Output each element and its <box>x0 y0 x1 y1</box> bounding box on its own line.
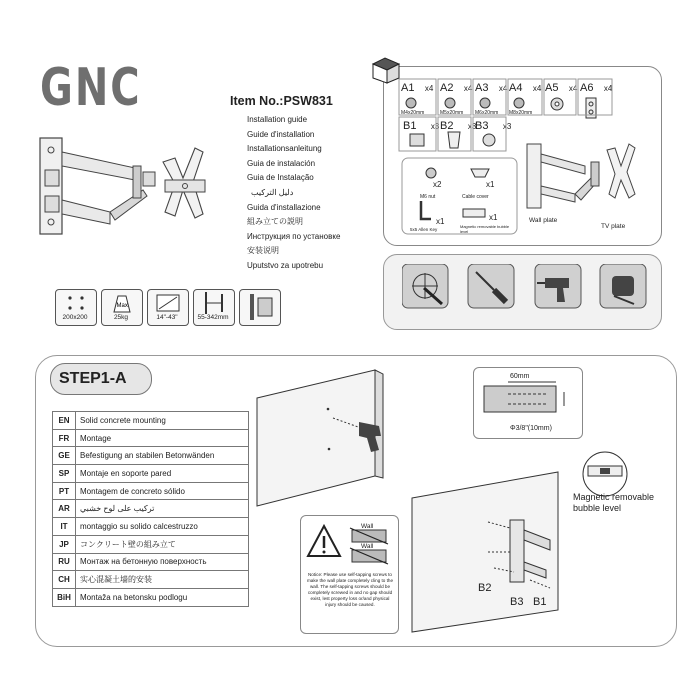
part-qty: x4 <box>603 84 613 93</box>
bubble-level-icon <box>463 209 485 217</box>
lang-text: Montaža na betonsku podlogu <box>76 588 249 606</box>
part-code: A4 <box>509 82 523 94</box>
part-code: B1 <box>403 120 417 132</box>
vesa-label: 200x200 <box>62 314 88 321</box>
part-qty: x3 <box>467 122 477 131</box>
weight-label: 25kg <box>113 314 129 321</box>
step-title-badge <box>50 363 152 395</box>
wall-distance-label: 55-342mm <box>197 314 229 321</box>
part-size: M8x20mm <box>509 110 533 116</box>
step-title: STEP1-A <box>59 370 127 387</box>
allen-key-label: 5x5 Allen Key <box>410 227 438 232</box>
drill-size-label: Φ3/8"(10mm) <box>510 425 552 432</box>
guide-title: Guia de instalación <box>247 158 316 168</box>
lang-text: Montaje en soporte pared <box>76 465 249 483</box>
part-qty: x4 <box>424 84 434 93</box>
part-b1-label: B1 <box>533 596 547 608</box>
part-b2-label: B2 <box>478 582 492 594</box>
drill-depth-label: 60mm <box>510 373 530 380</box>
guide-title: 安装说明 <box>247 246 279 256</box>
wall-tag-1: Wall <box>361 523 374 530</box>
pencil-icon <box>402 264 448 308</box>
lang-text: コンクリート壁の組み立て <box>76 535 249 553</box>
table-row <box>53 412 249 430</box>
guide-title: Guida d'installazione <box>247 202 321 212</box>
part-code: A2 <box>440 82 454 94</box>
bracket-illustration <box>35 130 245 240</box>
wall-drilling-illustration <box>255 366 405 516</box>
part-qty: x4 <box>532 84 542 93</box>
table-row <box>53 482 249 500</box>
lang-text: montaggio su solido calcestruzzo <box>76 518 249 536</box>
tools-row <box>402 264 647 312</box>
part-size: M6x20mm <box>475 110 499 116</box>
part-qty: x3 <box>502 122 512 131</box>
part-code: A1 <box>401 82 415 94</box>
lang-text: Solid concrete mounting <box>76 412 249 430</box>
parts-row2-frames <box>398 116 518 154</box>
lang-code: AR <box>53 500 76 518</box>
bubble-level-label: Magnetic removable bubble level <box>460 224 510 234</box>
lang-code: BiH <box>53 588 76 606</box>
guide-language-list <box>247 113 340 274</box>
lang-code: IT <box>53 518 76 536</box>
bubble-level-text: Magnetic removable bubble level <box>573 492 655 513</box>
table-row <box>53 571 249 589</box>
guide-title: Installation guide <box>247 115 308 124</box>
table-row <box>53 535 249 553</box>
lang-code: FR <box>53 429 76 447</box>
part-size: M4x20mm <box>401 110 425 116</box>
wall-tag-2: Wall <box>361 543 374 550</box>
wall-plate-mounting-illustration <box>410 470 560 635</box>
guide-title: 組み立ての説明 <box>247 217 303 227</box>
lang-text: 实心混凝土墙的安装 <box>76 571 249 589</box>
lang-code: EN <box>53 412 76 430</box>
table-row <box>53 500 249 518</box>
wall-plate-label: Wall plate <box>529 217 558 224</box>
drill-hole-diagram <box>478 376 576 426</box>
lang-text: Montage <box>76 429 249 447</box>
part-code: A5 <box>545 82 559 94</box>
nut-qty: x2 <box>433 180 442 189</box>
language-table <box>52 411 249 607</box>
anchor-icon <box>448 132 460 148</box>
bubble-level-qty: x1 <box>489 213 498 222</box>
part-qty: x4 <box>463 84 473 93</box>
part-code: A3 <box>475 82 489 94</box>
guide-title: Installationsanleitung <box>247 144 322 154</box>
table-row <box>53 429 249 447</box>
lang-code: SP <box>53 465 76 483</box>
cable-cover-qty: x1 <box>486 180 495 189</box>
lang-text: Монтаж на бетонную поверхность <box>76 553 249 571</box>
table-row <box>53 465 249 483</box>
brand-logo: GNC <box>40 58 142 118</box>
guide-title: دليل التركيب <box>251 187 294 197</box>
guide-title: Инструкция по установке <box>247 231 341 241</box>
table-row <box>53 447 249 465</box>
tv-plate-label: TV plate <box>601 223 626 230</box>
part-code: A6 <box>580 82 594 94</box>
item-number: Item No.:PSW831 <box>230 94 333 108</box>
nut-icon <box>426 168 436 178</box>
tape-measure-icon <box>600 264 646 308</box>
warning-illustration <box>304 520 394 570</box>
washer-icon <box>483 134 495 146</box>
lang-code: JP <box>53 535 76 553</box>
plates-illustration <box>525 136 650 226</box>
drill-icon <box>535 264 581 308</box>
nut-label: M6 nut <box>420 194 436 200</box>
lang-code: RU <box>53 553 76 571</box>
lang-text: Befestigung an stabilen Betonwänden <box>76 447 249 465</box>
part-b3-label: B3 <box>510 596 524 608</box>
part-code: B3 <box>475 120 489 132</box>
lang-code: PT <box>53 482 76 500</box>
parts-row1-frames <box>398 78 618 118</box>
max-text: Max <box>116 303 128 309</box>
table-row <box>53 518 249 536</box>
part-qty: x4 <box>498 84 508 93</box>
notice-text: Notice: Please use self-tapping screws to make the wall plate completely cling to the wall. The self-tapping screws should be completely screwed in and no gap should exist, lest property loss or/and physical injury should be caused. <box>306 572 394 607</box>
table-row <box>53 588 249 606</box>
part-code: B2 <box>440 120 454 132</box>
tilt-swivel-icon <box>239 289 281 326</box>
lang-code: CH <box>53 571 76 589</box>
wall-bolt-icon <box>410 134 424 146</box>
guide-title: Uputstvo za upotrebu <box>247 260 324 270</box>
part-qty: x3 <box>430 122 440 131</box>
part-size: M5x20mm <box>440 110 464 116</box>
guide-title: Guia de Instalação <box>247 173 314 183</box>
part-qty: x4 <box>568 84 578 93</box>
lang-text: تركيب على لوح خشبي <box>76 500 249 518</box>
screen-size-label: 14"-43" <box>156 314 178 321</box>
allen-key-qty: x1 <box>436 217 445 226</box>
guide-title: Guide d'installation <box>247 129 315 139</box>
cable-cover-label: Cable cover <box>462 194 489 200</box>
lang-text: Montagem de concreto sólido <box>76 482 249 500</box>
table-row <box>53 553 249 571</box>
screwdriver-icon <box>468 264 514 308</box>
lang-code: GE <box>53 447 76 465</box>
